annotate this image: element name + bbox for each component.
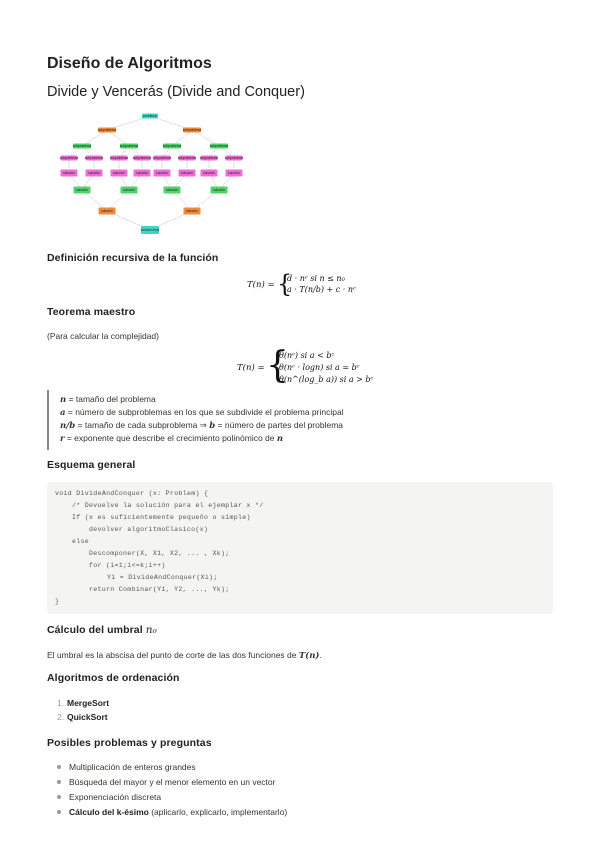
svg-text:subproblema: subproblema: [177, 156, 197, 161]
svg-text:solución: solución: [186, 209, 198, 214]
svg-text:solución: solución: [63, 171, 75, 176]
master-formula-lhs: T(n) =: [237, 363, 265, 373]
code-line: Descomponer(X, X1, X2, ... , Xk);: [89, 550, 230, 557]
bullet-icon: [57, 795, 61, 799]
divide-and-conquer-tree-figure: [47, 108, 277, 246]
tree-node-leaf: [201, 170, 218, 177]
code-line: /* Devuelve la solución para el ejemplar x */: [72, 502, 264, 509]
list-item: Exponenciación discreta: [47, 792, 161, 802]
page-title: Diseño de Algoritmos: [47, 55, 212, 72]
heading-possible-problems: Posibles problemas y preguntas: [47, 737, 212, 749]
tree-node-level2: [163, 144, 182, 149]
heading-threshold: Cálculo del umbral n₀: [47, 624, 157, 636]
svg-text:subproblema: subproblema: [109, 156, 129, 161]
svg-text:solución: solución: [181, 171, 193, 176]
code-line: for (i=1;i<=k;i++): [89, 562, 166, 569]
variables-callout: [47, 390, 519, 450]
tree-node-level3: [85, 156, 104, 161]
svg-text:solución: solución: [76, 188, 88, 193]
svg-text:solución: solución: [136, 171, 148, 176]
svg-text:solución: solución: [113, 171, 125, 176]
tree-node-merge2: [74, 187, 91, 194]
svg-text:subproblema: subproblema: [162, 144, 182, 149]
code-line: Yi = DivideAndConquer(Xi);: [107, 574, 218, 581]
code-line: If (x es suficientemente pequeño o simple): [72, 514, 251, 521]
tree-node-level3: [200, 156, 219, 161]
tree-node-level3: [60, 156, 79, 161]
bullet-icon: [57, 765, 61, 769]
tree-node-merge1: [184, 208, 201, 215]
tree-node-leaf: [226, 170, 243, 177]
list-item: 2. QuickSort: [57, 712, 108, 722]
tree-node-level1: [183, 128, 202, 133]
master-formula-brace: {: [266, 345, 289, 386]
tree-node-merge1: [99, 208, 116, 215]
svg-text:subproblema: subproblema: [72, 144, 92, 149]
code-line: }: [55, 598, 60, 605]
svg-text:subproblema: subproblema: [209, 144, 229, 149]
tree-node-level3: [110, 156, 129, 161]
tree-node-leaf: [134, 170, 151, 177]
threshold-text: El umbral es la abscisa del punto de corte de las dos funciones de T(n).: [47, 650, 322, 661]
master-formula-case1: θ(nᶜ) si a < bᶜ: [279, 351, 335, 360]
tree-node-leaf: [154, 170, 171, 177]
svg-text:subproblema: subproblema: [224, 156, 244, 161]
svg-text:solución final: solución final: [140, 228, 160, 233]
code-line: else: [72, 538, 90, 545]
svg-text:subproblema: subproblema: [152, 156, 172, 161]
heading-master-theorem: Teorema maestro: [47, 306, 136, 318]
heading-general-scheme: Esquema general: [47, 459, 136, 471]
master-theorem-note: (Para calcular la complejidad): [47, 331, 159, 341]
master-formula-case3: θ(n^(log_b a)) si a > bᶜ: [279, 375, 374, 384]
master-formula: [237, 345, 387, 387]
tree-node-level2: [73, 144, 92, 149]
svg-text:solución: solución: [203, 171, 215, 176]
tree-node-level3: [133, 156, 152, 161]
tree-node-merge2: [211, 187, 228, 194]
svg-text:problema: problema: [143, 114, 157, 119]
code-line: devolver algoritmoClasico(x): [89, 526, 209, 533]
tree-node-level1: [98, 128, 117, 133]
callout-line-a: a = número de subproblemas en los que se subdivide el problema principal: [60, 407, 344, 418]
tree-node-final: [141, 226, 160, 234]
svg-text:subproblema: subproblema: [119, 144, 139, 149]
tree-node-level3: [225, 156, 244, 161]
bullet-icon: [57, 780, 61, 784]
svg-text:solución: solución: [166, 188, 178, 193]
tree-node-leaf: [179, 170, 196, 177]
heading-recursive-definition: Definición recursiva de la función: [47, 252, 219, 264]
svg-text:solución: solución: [101, 209, 113, 214]
svg-text:solución: solución: [213, 188, 225, 193]
list-item: Cálculo del k-ésimo (aplicarlo, explicarlo, implementarlo): [47, 807, 287, 817]
svg-text:subproblema: subproblema: [132, 156, 152, 161]
tree-node-level2: [120, 144, 139, 149]
list-item: Multiplicación de enteros grandes: [47, 762, 196, 772]
callout-line-r: r = exponente que describe el crecimiento polinómico de n: [60, 433, 284, 444]
page-subtitle: Divide y Vencerás (Divide and Conquer): [47, 84, 305, 100]
recursive-formula: [247, 272, 367, 298]
list-item: Búsqueda del mayor y el menor elemento en un vector: [47, 777, 275, 787]
tree-node-root: [142, 114, 158, 119]
svg-text:solución: solución: [88, 171, 100, 176]
tree-node-leaf: [61, 170, 78, 177]
svg-text:solución: solución: [123, 188, 135, 193]
callout-line-n: n = tamaño del problema: [60, 394, 156, 405]
recursive-formula-lhs: T(n) =: [247, 280, 275, 290]
code-block[interactable]: [47, 482, 553, 614]
recursive-formula-case1: d · nᶜ si n ≤ n₀: [287, 274, 345, 283]
code-line: void DivideAndConquer (x: Problem) {: [55, 490, 209, 497]
svg-text:subproblema: subproblema: [199, 156, 219, 161]
heading-sorting-algorithms: Algoritmos de ordenación: [47, 672, 180, 684]
tree-node-level2: [210, 144, 229, 149]
tree-node-level3: [178, 156, 197, 161]
master-formula-case2: θ(nᶜ · logn) si a = bᶜ: [279, 363, 360, 372]
svg-text:solución: solución: [156, 171, 168, 176]
tree-node-merge2: [164, 187, 181, 194]
recursive-formula-brace: {: [277, 270, 293, 298]
tree-node-merge2: [121, 187, 138, 194]
svg-text:subproblema: subproblema: [97, 128, 117, 133]
tree-node-leaf: [86, 170, 103, 177]
tree-node-level3: [153, 156, 172, 161]
svg-text:subproblema: subproblema: [59, 156, 79, 161]
code-line: return Combinar(Y1, Y2, ..., Yk);: [89, 586, 230, 593]
svg-text:solución: solución: [228, 171, 240, 176]
list-item: 1. MergeSort: [57, 698, 110, 708]
svg-text:subproblema: subproblema: [84, 156, 104, 161]
svg-text:subproblema: subproblema: [182, 128, 202, 133]
tree-node-leaf: [111, 170, 128, 177]
recursive-formula-case2: a · T(n/b) + c · nᶜ: [287, 285, 356, 294]
bullet-icon: [57, 810, 61, 814]
callout-line-nb: n/b = tamaño de cada subproblema ⇒ b = número de partes del problema: [60, 420, 343, 431]
